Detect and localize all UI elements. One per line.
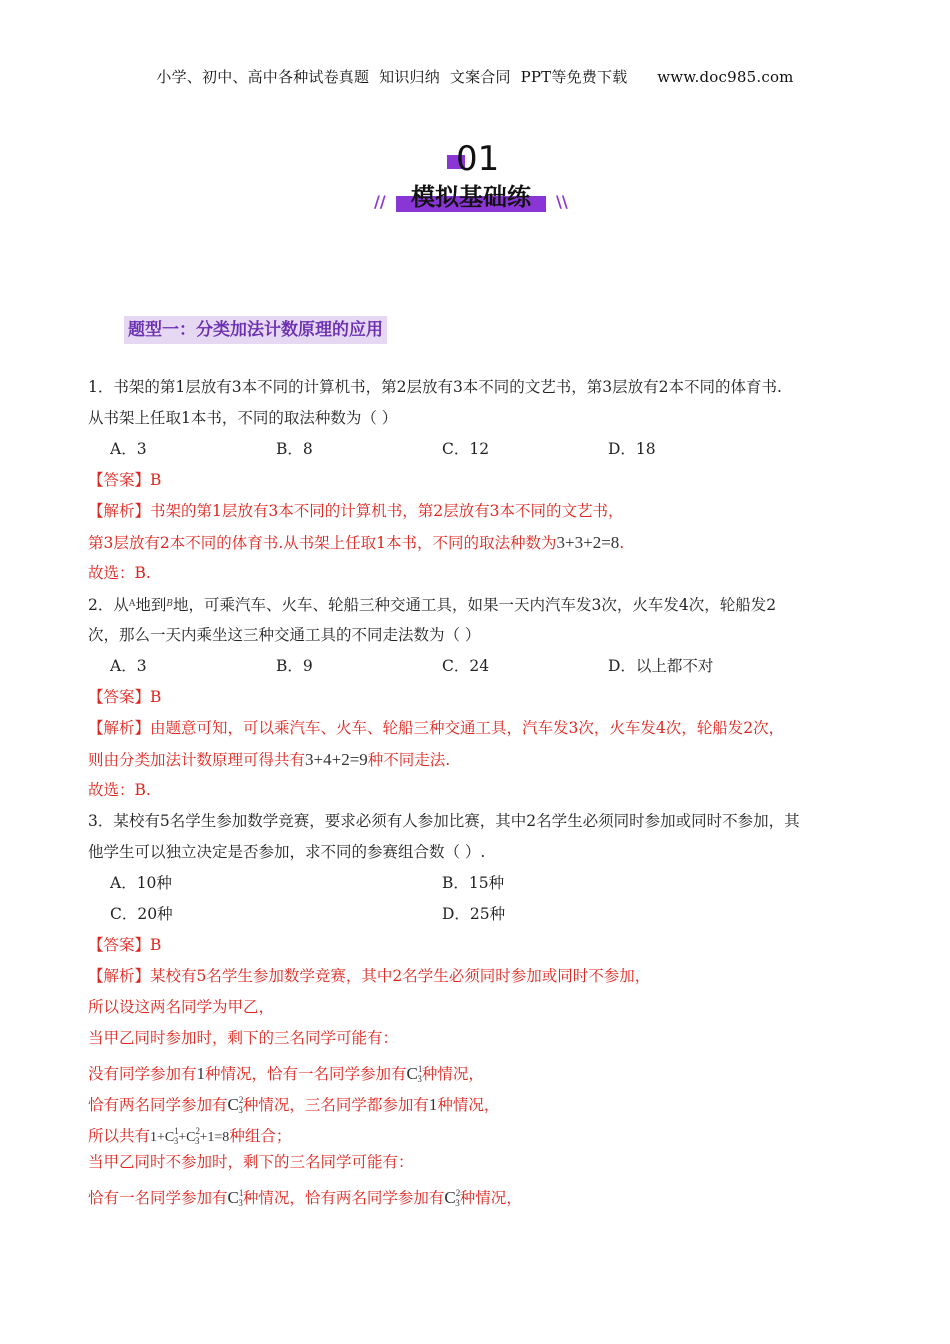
combination-c31 [228,1188,243,1207]
analysis-text: 恰有一名同学参加有 [88,1189,228,1207]
comb-letter: C [406,1064,418,1083]
q2-options [88,651,878,682]
comb-upper: 2 [238,1095,244,1105]
analysis-text: 书架的第1层放有3本不同的计算机书，第2层放有3本不同的文艺书， [150,502,624,520]
q2-option-a: A．3 [110,657,147,675]
q1-option-c: C．12 [442,440,490,458]
analysis-tag: 【解析】 [88,967,151,985]
banner-number: 01 [456,139,500,179]
combination-c32 [228,1095,243,1114]
combination-c31 [407,1064,422,1083]
comb-upper: 2 [455,1188,461,1198]
combination-c32 [444,1188,459,1207]
answer-value: B [150,688,162,706]
stem-text: 2．从 [88,596,129,614]
analysis-text: 第3层放有2本不同的体育书.从书架上任取1本书，不同的取法种数为 [88,534,557,552]
stem-text: 地，可乘汽车、火车、轮船三种交通工具，如果一天内汽车发3次，火车发4次，轮船发2 [173,596,777,614]
point-b-symbol: B [166,599,174,609]
comb-lower: 3 [195,1136,200,1146]
q1-conclusion: 故选：B. [88,564,151,582]
q2-answer [88,682,878,713]
analysis-text: 种组合； [229,1127,292,1145]
q3-analysis-line4 [88,1054,878,1085]
period: . [619,534,625,552]
banner-title: 模拟基础练 [411,183,531,211]
q3-analysis-line2: 所以设这两名同学为甲乙， [88,998,275,1016]
q1-formula: 3+3+2=8 [556,533,620,552]
analysis-tag: 【解析】 [88,719,151,737]
answer-tag: 【答案】 [88,471,151,489]
comb-letter: C [444,1188,456,1207]
comb-upper: 1 [238,1188,244,1198]
number-one: 1 [196,1064,206,1083]
q3-analysis-line8 [88,1178,878,1209]
banner-left-slashes: // [374,192,386,211]
q3-analysis-line5 [88,1085,878,1116]
q2-analysis-line2 [88,744,878,775]
analysis-text: 种不同走法. [367,751,451,769]
q3-option-a: A．10种 [110,874,172,892]
q3-analysis-line1 [88,961,878,992]
comb-lower: 3 [173,1136,179,1146]
section-banner [368,140,582,218]
q3-stem-line2: 他学生可以独立决定是否参加，求不同的参赛组合数（ ）. [88,843,486,861]
comb-upper: 1 [174,1126,179,1136]
q2-option-b: B．9 [276,657,313,675]
analysis-text: 种情况，恰有两名同学参加有 [242,1189,445,1207]
answer-value: B [150,936,162,954]
q1-analysis-line2 [88,527,878,558]
comb-lower: 3 [238,1198,243,1208]
q2-option-c: C．24 [442,657,490,675]
q1-analysis-line1 [88,496,878,527]
analysis-text: 所以共有 [88,1127,151,1145]
analysis-text: 种情况，恰有一名同学参加有 [205,1065,407,1083]
banner-right-slashes: \\ [556,192,568,211]
analysis-text: 由题意可知，可以乘汽车、火车、轮船三种交通工具，汽车发3次，火车发4次，轮船发2次， [150,719,785,737]
q3-stem-line1: 3．某校有5名学生参加数学竞赛，要求必须有人参加比赛，其中2名学生必须同时参加或同时不参加，其 [88,812,800,830]
page-header: 小学、初中、高中各种试卷真题 知识归纳 文案合同 PPT等免费下载 www.doc985.com [156,68,794,86]
q2-stem-line2: 次，那么一天内乘坐这三种交通工具的不同走法数为（ ） [88,626,481,644]
answer-value: B [150,471,162,489]
q3-option-d: D．25种 [442,905,506,923]
q1-answer [88,465,878,496]
analysis-text: 种情况， [421,1065,484,1083]
q1-stem-line2: 从书架上任取1本书，不同的取法种数为（ ） [88,409,398,427]
q2-option-d: D．以上都不对 [608,657,714,675]
analysis-text: 种情况， [437,1096,500,1114]
q3-sum-formula [150,1126,230,1146]
q2-analysis-line1 [88,713,878,744]
analysis-text: 种情况，三名同学都参加有 [242,1096,429,1114]
q2-conclusion: 故选：B. [88,781,151,799]
number-one: 1 [428,1095,438,1114]
comb-lower: 3 [455,1198,460,1208]
q2-formula: 3+4+2=9 [305,750,368,769]
q2-stem-line1 [88,589,878,620]
q1-option-b: B．8 [276,440,313,458]
analysis-text: 某校有5名学生参加数学竞赛，其中2名学生必须同时参加或同时不参加， [150,967,651,985]
stem-text: 地到 [135,596,167,614]
q1-option-d: D．18 [608,440,656,458]
point-a-symbol: A [128,599,136,609]
formula-part: +1=8 [199,1130,230,1145]
comb-letter: C [227,1095,239,1114]
answer-tag: 【答案】 [88,936,151,954]
formula-part: + [178,1130,187,1145]
q3-option-c: C．20种 [110,905,173,923]
q3-option-b: B．15种 [442,874,505,892]
q3-answer [88,930,878,961]
analysis-text: 没有同学参加有 [88,1065,197,1083]
q3-analysis-line7: 当甲乙同时不参加时，剩下的三名同学可能有： [88,1153,414,1171]
q1-options [88,434,878,465]
q3-options-row1 [88,868,878,899]
formula-part: 1+ [150,1130,165,1145]
comb-lower: 3 [417,1074,422,1084]
comb-upper: 1 [417,1064,423,1074]
comb-letter: C [164,1130,175,1145]
q3-analysis-line6 [88,1116,878,1147]
q3-analysis-line3: 当甲乙同时参加时，剩下的三名同学可能有： [88,1029,399,1047]
q1-stem-line1: 1．书架的第1层放有3本不同的计算机书，第2层放有3本不同的文艺书，第3层放有2本不同的体育书. [88,378,782,396]
answer-tag: 【答案】 [88,688,151,706]
section-heading: 题型一：分类加法计数原理的应用 [124,316,387,344]
analysis-text: 种情况， [459,1189,522,1207]
q3-options-row2 [88,899,878,930]
comb-letter: C [227,1188,239,1207]
comb-letter: C [186,1130,196,1145]
comb-upper: 2 [195,1126,201,1136]
comb-lower: 3 [238,1105,243,1115]
analysis-tag: 【解析】 [88,502,151,520]
analysis-text: 恰有两名同学参加有 [88,1096,228,1114]
q1-option-a: A．3 [110,440,147,458]
analysis-text: 则由分类加法计数原理可得共有 [88,751,306,769]
question-content [88,372,878,1209]
